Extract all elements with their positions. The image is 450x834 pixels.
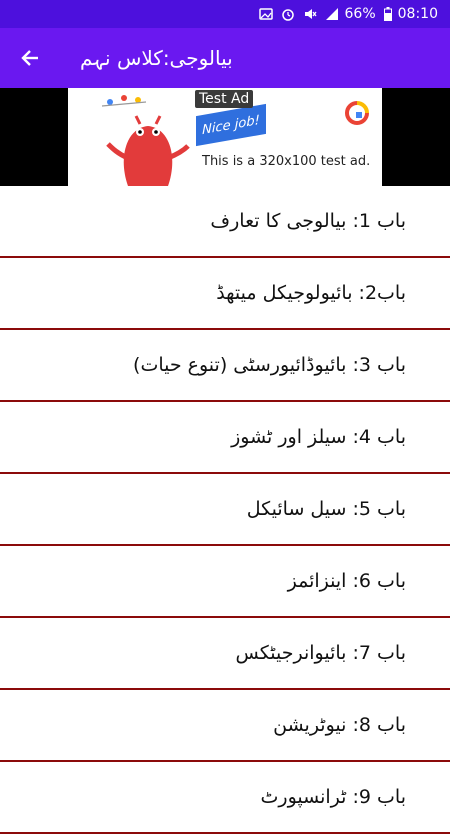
signal-icon: [325, 7, 339, 21]
chapter-label: باب 4: سیلز اور ٹشوز: [231, 426, 406, 448]
chapter-label: باب 5: سیل سائیکل: [246, 498, 406, 520]
chapter-item-7[interactable]: [0, 618, 450, 690]
back-button[interactable]: [0, 28, 60, 88]
ad-flag: Nice job!: [196, 104, 266, 146]
status-bar: [0, 0, 450, 28]
ad-creative[interactable]: [68, 88, 382, 186]
ad-text: This is a 320x100 test ad.: [202, 154, 371, 169]
chapter-item-6[interactable]: [0, 546, 450, 618]
chapter-item-4[interactable]: [0, 402, 450, 474]
chapter-label: باب2: بائیولوجیکل میتھڈ: [216, 282, 406, 304]
battery-icon: [384, 7, 392, 21]
alarm-icon: [281, 7, 295, 21]
test-ad-badge: Test Ad: [195, 90, 253, 108]
page-title: بیالوجی:کلاس نہم: [80, 46, 233, 70]
battery-percent: 66%: [344, 6, 376, 22]
chapter-item-8[interactable]: [0, 690, 450, 762]
chapter-label: باب 3: بائیوڈائیورسٹی (تنوع حیات): [133, 354, 406, 376]
chapter-item-1[interactable]: [0, 186, 450, 258]
chapter-list: [0, 186, 450, 834]
chapter-label: باب 1: بیالوجی کا تعارف: [210, 210, 406, 232]
ads-logo-icon: [344, 100, 370, 126]
chapter-label: باب 7: بائیوانرجیٹکس: [235, 642, 406, 664]
status-time: 08:10: [397, 6, 438, 22]
chapter-label: باب 9: ٹرانسپورٹ: [260, 786, 406, 808]
chapter-item-3[interactable]: [0, 330, 450, 402]
chapter-item-5[interactable]: [0, 474, 450, 546]
chapter-item-9[interactable]: [0, 762, 450, 834]
app-bar: [0, 28, 450, 88]
chapter-item-2[interactable]: [0, 258, 450, 330]
photo-notification-icon: [259, 8, 273, 20]
mute-icon: [303, 7, 317, 21]
chapter-label: باب 6: اینزائمز: [287, 570, 406, 592]
chapter-label: باب 8: نیوٹریشن: [273, 714, 406, 736]
monster-mascot-icon: [88, 88, 198, 186]
arrow-back-icon: [20, 48, 40, 68]
ad-banner[interactable]: [0, 88, 450, 186]
